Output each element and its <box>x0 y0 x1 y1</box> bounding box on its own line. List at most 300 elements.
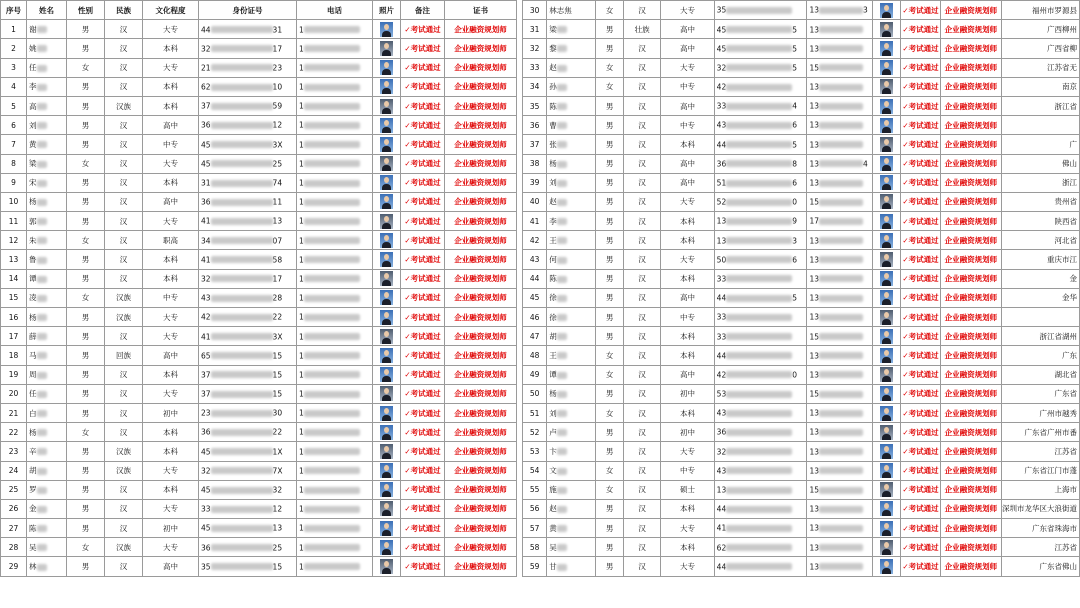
name-cell: 刘 <box>547 403 596 422</box>
redacted-digits <box>304 467 360 474</box>
person-photo-icon <box>380 214 393 229</box>
redacted-digits <box>304 122 360 129</box>
photo-cell <box>872 231 900 250</box>
table-row <box>1 212 517 231</box>
seq-cell: 22 <box>1 423 27 442</box>
gender-cell: 男 <box>67 384 105 403</box>
name-cell: 高 <box>27 96 67 115</box>
name-cell: 吴 <box>27 538 67 557</box>
photo-cell <box>373 20 401 39</box>
certificate-cell: 企业融资规划师 <box>940 173 1001 192</box>
ethnicity-cell: 汉 <box>105 58 143 77</box>
redacted-digits <box>819 352 863 359</box>
name-cell: 杨 <box>547 384 596 403</box>
phone-cell: 15 <box>807 192 872 211</box>
redacted-digits <box>726 26 792 33</box>
id-number-cell: 43 <box>714 403 807 422</box>
gender-cell: 女 <box>67 538 105 557</box>
table-row <box>1 288 517 307</box>
header-gender: 性别 <box>67 1 105 20</box>
seq-cell: 17 <box>1 327 27 346</box>
gender-cell: 男 <box>67 499 105 518</box>
header-row <box>1 1 517 20</box>
remark-cell: ✓考试通过 <box>901 423 941 442</box>
gender-cell: 女 <box>596 461 624 480</box>
redacted-digits <box>304 371 360 378</box>
table-row <box>523 519 1080 538</box>
gender-cell: 男 <box>596 423 624 442</box>
seq-cell: 51 <box>523 403 547 422</box>
redacted-digits <box>819 391 863 398</box>
ethnicity-cell: 汉 <box>105 519 143 538</box>
certificate-cell: 企业融资规划师 <box>445 308 517 327</box>
certificate-cell: 企业融资规划师 <box>445 173 517 192</box>
table-row <box>523 58 1080 77</box>
remark-cell: ✓考试通过 <box>401 442 445 461</box>
gender-cell: 男 <box>67 480 105 499</box>
id-number-cell: 33 4 <box>714 96 807 115</box>
name-cell: 林 <box>27 557 67 576</box>
redacted-name <box>37 180 47 187</box>
photo-cell <box>373 538 401 557</box>
person-photo-icon <box>380 540 393 555</box>
ethnicity-cell: 汉 <box>623 212 660 231</box>
phone-cell: 13 <box>807 116 872 135</box>
table-row <box>1 346 517 365</box>
remark-cell: ✓考试通过 <box>401 308 445 327</box>
ethnicity-cell: 汉 <box>623 461 660 480</box>
seq-cell: 3 <box>1 58 27 77</box>
name-cell: 陈 <box>547 269 596 288</box>
redacted-digits <box>211 256 273 263</box>
seq-cell: 39 <box>523 173 547 192</box>
name-cell: 陈 <box>27 519 67 538</box>
redacted-digits <box>819 487 863 494</box>
person-photo-icon <box>380 252 393 267</box>
gender-cell: 男 <box>596 192 624 211</box>
remark-cell: ✓考试通过 <box>901 403 941 422</box>
gender-cell: 女 <box>67 231 105 250</box>
gender-cell: 男 <box>67 519 105 538</box>
table-row <box>1 77 517 96</box>
certificate-cell: 企业融资规划师 <box>940 384 1001 403</box>
table-row <box>1 480 517 499</box>
education-cell: 本科 <box>661 499 714 518</box>
remark-cell: ✓考试通过 <box>401 231 445 250</box>
person-photo-icon <box>380 406 393 421</box>
gender-cell: 男 <box>67 346 105 365</box>
redacted-digits <box>819 7 863 14</box>
person-photo-icon <box>880 348 893 363</box>
address-cell <box>1001 116 1079 135</box>
phone-cell: 1 <box>297 288 373 307</box>
photo-cell <box>373 288 401 307</box>
ethnicity-cell: 汉 <box>623 557 660 576</box>
gender-cell: 男 <box>596 20 624 39</box>
remark-cell: ✓考试通过 <box>401 423 445 442</box>
remark-cell: ✓考试通过 <box>901 173 941 192</box>
address-cell: 江苏省 <box>1001 442 1079 461</box>
remark-cell: ✓考试通过 <box>901 365 941 384</box>
gender-cell: 男 <box>596 212 624 231</box>
remark-cell: ✓考试通过 <box>901 442 941 461</box>
seq-cell: 1 <box>1 20 27 39</box>
phone-cell: 13 <box>807 442 872 461</box>
redacted-digits <box>819 506 863 513</box>
photo-cell <box>373 480 401 499</box>
seq-cell: 49 <box>523 365 547 384</box>
person-photo-icon <box>880 290 893 305</box>
certificate-cell: 企业融资规划师 <box>940 96 1001 115</box>
redacted-digits <box>304 103 360 110</box>
education-cell: 本科 <box>143 442 199 461</box>
gender-cell: 男 <box>596 384 624 403</box>
remark-cell: ✓考试通过 <box>901 269 941 288</box>
photo-cell <box>373 116 401 135</box>
phone-cell: 13 <box>807 365 872 384</box>
table-row <box>523 384 1080 403</box>
redacted-name <box>557 506 567 513</box>
table-row <box>1 365 517 384</box>
ethnicity-cell: 汉 <box>105 384 143 403</box>
name-cell: 黄 <box>547 519 596 538</box>
redacted-name <box>557 372 567 379</box>
photo-cell <box>872 308 900 327</box>
seq-cell: 20 <box>1 384 27 403</box>
seq-cell: 21 <box>1 403 27 422</box>
photo-cell <box>373 442 401 461</box>
table-row <box>1 269 517 288</box>
ethnicity-cell: 汉 <box>105 423 143 442</box>
phone-cell: 13 3 <box>807 1 872 20</box>
redacted-digits <box>819 410 863 417</box>
redacted-name <box>557 141 567 148</box>
name-cell: 梁 <box>547 20 596 39</box>
education-cell: 本科 <box>143 39 199 58</box>
redacted-digits <box>726 64 792 71</box>
gender-cell: 男 <box>67 212 105 231</box>
name-cell: 薛 <box>27 327 67 346</box>
photo-cell <box>373 384 401 403</box>
photo-cell <box>872 384 900 403</box>
id-number-cell: 45 32 <box>199 480 297 499</box>
redacted-digits <box>819 467 863 474</box>
seq-cell: 9 <box>1 173 27 192</box>
redacted-digits <box>726 180 792 187</box>
redacted-name <box>37 487 47 494</box>
person-photo-icon <box>880 444 893 459</box>
phone-cell: 13 <box>807 346 872 365</box>
ethnicity-cell: 汉 <box>623 39 660 58</box>
redacted-digits <box>819 275 863 282</box>
education-cell: 高中 <box>143 192 199 211</box>
person-photo-icon <box>880 406 893 421</box>
seq-cell: 59 <box>523 557 547 576</box>
person-photo-icon <box>380 118 393 133</box>
person-photo-icon <box>380 348 393 363</box>
person-photo-icon <box>880 99 893 114</box>
seq-cell: 15 <box>1 288 27 307</box>
redacted-name <box>557 525 567 532</box>
phone-cell: 13 <box>807 231 872 250</box>
education-cell: 本科 <box>661 135 714 154</box>
redacted-name <box>37 564 47 571</box>
education-cell: 本科 <box>143 269 199 288</box>
ethnicity-cell: 汉 <box>623 192 660 211</box>
education-cell: 高中 <box>661 96 714 115</box>
seq-cell: 58 <box>523 538 547 557</box>
redacted-digits <box>819 333 863 340</box>
remark-cell: ✓考试通过 <box>401 173 445 192</box>
seq-cell: 26 <box>1 499 27 518</box>
remark-cell: ✓考试通过 <box>401 538 445 557</box>
redacted-digits <box>726 160 792 167</box>
id-number-cell: 36 8 <box>714 154 807 173</box>
seq-cell: 55 <box>523 480 547 499</box>
id-number-cell: 65 15 <box>199 346 297 365</box>
ethnicity-cell: 壮族 <box>623 20 660 39</box>
ethnicity-cell: 汉族 <box>105 308 143 327</box>
certificate-cell: 企业融资规划师 <box>940 365 1001 384</box>
ethnicity-cell: 汉 <box>105 116 143 135</box>
seq-cell: 18 <box>1 346 27 365</box>
remark-cell: ✓考试通过 <box>401 212 445 231</box>
photo-cell <box>373 77 401 96</box>
phone-cell: 1 <box>297 231 373 250</box>
photo-cell <box>872 403 900 422</box>
table-row <box>523 327 1080 346</box>
person-photo-icon <box>880 329 893 344</box>
redacted-name <box>37 65 47 72</box>
redacted-digits <box>304 410 360 417</box>
name-cell: 文 <box>547 461 596 480</box>
education-cell: 大专 <box>143 327 199 346</box>
name-cell: 姚 <box>27 39 67 58</box>
phone-cell: 1 <box>297 365 373 384</box>
phone-cell: 13 <box>807 250 872 269</box>
remark-cell: ✓考试通过 <box>901 499 941 518</box>
education-cell: 大专 <box>143 461 199 480</box>
table-row <box>523 116 1080 135</box>
person-photo-icon <box>880 60 893 75</box>
table-row <box>523 173 1080 192</box>
name-cell: 李 <box>27 77 67 96</box>
certificate-cell: 企业融资规划师 <box>940 231 1001 250</box>
gender-cell: 女 <box>596 365 624 384</box>
ethnicity-cell: 汉 <box>623 365 660 384</box>
photo-cell <box>872 557 900 576</box>
person-photo-icon <box>380 310 393 325</box>
photo-cell <box>373 212 401 231</box>
redacted-name <box>37 544 47 551</box>
address-cell: 江苏省无 <box>1001 58 1079 77</box>
person-photo-icon <box>380 79 393 94</box>
gender-cell: 男 <box>67 96 105 115</box>
redacted-name <box>557 564 567 571</box>
person-photo-icon <box>880 559 893 574</box>
remark-cell: ✓考试通过 <box>401 346 445 365</box>
name-cell: 任 <box>27 384 67 403</box>
name-cell: 杨 <box>27 308 67 327</box>
certificate-cell: 企业融资规划师 <box>445 20 517 39</box>
name-cell: 王 <box>547 346 596 365</box>
person-photo-icon <box>380 559 393 574</box>
redacted-digits <box>819 563 863 570</box>
redacted-digits <box>726 84 792 91</box>
seq-cell: 54 <box>523 461 547 480</box>
name-cell: 胡 <box>27 461 67 480</box>
gender-cell: 女 <box>596 346 624 365</box>
person-photo-icon <box>380 386 393 401</box>
education-cell: 中专 <box>661 116 714 135</box>
redacted-name <box>557 26 567 33</box>
phone-cell: 1 <box>297 269 373 288</box>
name-cell: 林志焦 <box>547 1 596 20</box>
redacted-digits <box>726 544 792 551</box>
redacted-digits <box>211 84 273 91</box>
phone-cell: 1 <box>297 20 373 39</box>
id-number-cell: 43 6 <box>714 116 807 135</box>
gender-cell: 男 <box>596 269 624 288</box>
ethnicity-cell: 汉 <box>623 231 660 250</box>
education-cell: 本科 <box>143 173 199 192</box>
redacted-name <box>37 295 47 302</box>
id-number-cell: 51 6 <box>714 173 807 192</box>
gender-cell: 男 <box>67 192 105 211</box>
name-cell: 陈 <box>547 96 596 115</box>
table-row <box>1 461 517 480</box>
id-number-cell: 33 12 <box>199 499 297 518</box>
redacted-digits <box>819 84 863 91</box>
gender-cell: 男 <box>67 39 105 58</box>
table-row <box>1 557 517 576</box>
remark-cell: ✓考试通过 <box>401 77 445 96</box>
education-cell: 本科 <box>661 269 714 288</box>
redacted-digits <box>211 487 273 494</box>
person-photo-icon <box>880 252 893 267</box>
person-photo-icon <box>380 271 393 286</box>
education-cell: 本科 <box>143 423 199 442</box>
education-cell: 本科 <box>661 212 714 231</box>
name-cell: 任 <box>27 58 67 77</box>
redacted-digits <box>211 448 273 455</box>
redacted-name <box>557 103 567 110</box>
education-cell: 大专 <box>143 384 199 403</box>
seq-cell: 14 <box>1 269 27 288</box>
redacted-digits <box>304 64 360 71</box>
redacted-digits <box>304 506 360 513</box>
gender-cell: 男 <box>67 327 105 346</box>
seq-cell: 33 <box>523 58 547 77</box>
redacted-digits <box>726 525 792 532</box>
remark-cell: ✓考试通过 <box>401 519 445 538</box>
table-row <box>1 135 517 154</box>
address-cell: 广东省 <box>1001 384 1079 403</box>
redacted-name <box>37 26 47 33</box>
ethnicity-cell: 汉 <box>105 231 143 250</box>
redacted-digits <box>211 410 273 417</box>
seq-cell: 13 <box>1 250 27 269</box>
table-row <box>1 308 517 327</box>
certificate-cell: 企业融资规划师 <box>940 308 1001 327</box>
gender-cell: 男 <box>67 557 105 576</box>
certificate-cell: 企业融资规划师 <box>445 192 517 211</box>
remark-cell: ✓考试通过 <box>901 461 941 480</box>
remark-cell: ✓考试通过 <box>401 96 445 115</box>
ethnicity-cell: 汉 <box>105 327 143 346</box>
redacted-digits <box>726 45 792 52</box>
certificate-cell: 企业融资规划师 <box>445 231 517 250</box>
redacted-digits <box>211 371 273 378</box>
redacted-digits <box>211 467 273 474</box>
gender-cell: 男 <box>596 250 624 269</box>
address-cell: 广西柳州 <box>1001 20 1079 39</box>
name-cell: 杨 <box>27 192 67 211</box>
person-photo-icon <box>880 156 893 171</box>
photo-cell <box>872 212 900 231</box>
name-cell: 谢 <box>27 20 67 39</box>
redacted-digits <box>304 429 360 436</box>
education-cell: 初中 <box>661 423 714 442</box>
education-cell: 初中 <box>661 384 714 403</box>
certificate-cell: 企业融资规划师 <box>940 39 1001 58</box>
redacted-digits <box>726 199 792 206</box>
ethnicity-cell: 汉 <box>623 442 660 461</box>
redacted-digits <box>304 141 360 148</box>
table-row <box>1 231 517 250</box>
redacted-name <box>557 257 567 264</box>
education-cell: 高中 <box>143 557 199 576</box>
redacted-name <box>557 218 567 225</box>
ethnicity-cell: 汉 <box>623 1 660 20</box>
name-cell: 吴 <box>547 538 596 557</box>
id-number-cell: 13 <box>714 480 807 499</box>
left-table-body <box>1 20 517 576</box>
education-cell: 本科 <box>143 250 199 269</box>
name-cell: 凌 <box>27 288 67 307</box>
redacted-digits <box>726 141 792 148</box>
redacted-digits <box>726 314 792 321</box>
table-row <box>1 519 517 538</box>
redacted-digits <box>726 391 792 398</box>
right-table <box>522 0 1080 577</box>
remark-cell: ✓考试通过 <box>401 154 445 173</box>
redacted-digits <box>304 544 360 551</box>
address-cell: 江苏省 <box>1001 538 1079 557</box>
photo-cell <box>373 39 401 58</box>
redacted-digits <box>304 448 360 455</box>
table-row <box>523 250 1080 269</box>
redacted-digits <box>819 103 863 110</box>
table-row <box>523 288 1080 307</box>
remark-cell: ✓考试通过 <box>901 308 941 327</box>
redacted-name <box>37 276 47 283</box>
gender-cell: 女 <box>67 154 105 173</box>
address-cell: 广东 <box>1001 346 1079 365</box>
phone-cell: 1 <box>297 308 373 327</box>
remark-cell: ✓考试通过 <box>901 346 941 365</box>
table-row <box>1 192 517 211</box>
redacted-digits <box>304 487 360 494</box>
redacted-digits <box>211 391 273 398</box>
seq-cell: 2 <box>1 39 27 58</box>
ethnicity-cell: 汉 <box>623 499 660 518</box>
ethnicity-cell: 汉 <box>623 519 660 538</box>
redacted-name <box>37 199 47 206</box>
phone-cell: 13 <box>807 538 872 557</box>
header-photo: 照片 <box>373 1 401 20</box>
phone-cell: 13 <box>807 96 872 115</box>
